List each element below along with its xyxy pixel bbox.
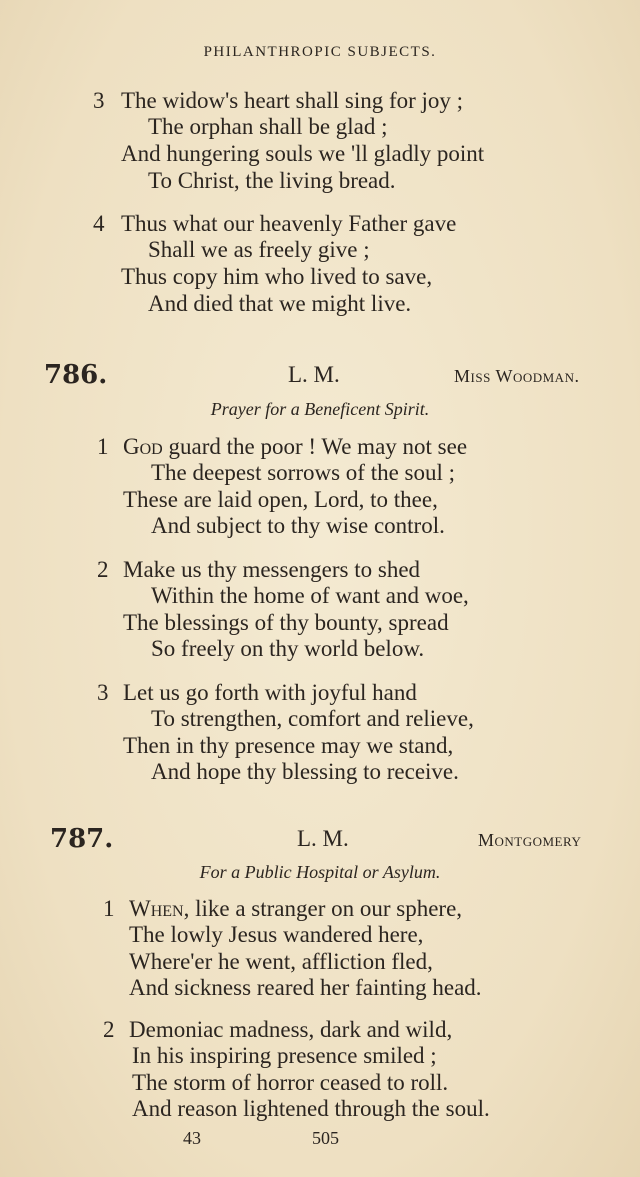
stanza-number: 2 [97, 557, 109, 582]
verse-line: To strengthen, comfort and relieve, [151, 706, 474, 731]
verse-line: So freely on thy world below. [151, 636, 425, 661]
stanza-number: 2 [103, 1017, 115, 1042]
verse-line: Let us go forth with joyful hand [123, 680, 417, 705]
verse-line: Within the home of want and woe, [151, 583, 469, 608]
verse-line [123, 434, 467, 460]
verse-line: Thus copy him who lived to save, [121, 264, 433, 289]
hymn-title: Prayer for a Beneficent Spirit. [210, 399, 430, 419]
hymn-author: Montgomery [478, 830, 582, 850]
verse-line: Thus what our heavenly Father gave [121, 211, 457, 236]
running-head: PHILANTHROPIC SUBJECTS. [203, 44, 437, 60]
verse-line: Make us thy messengers to shed [123, 557, 421, 582]
verse-line: The widow's heart shall sing for joy ; [121, 88, 464, 113]
verse-line: And reason lightened through the soul. [132, 1096, 490, 1121]
verse-line: And hungering souls we 'll gladly point [121, 141, 485, 166]
stanza-number: 3 [93, 88, 105, 113]
verse-line: The lowly Jesus wandered here, [129, 922, 424, 947]
stanza-number: 4 [93, 211, 105, 236]
verse-line: The orphan shall be glad ; [148, 114, 388, 139]
hymn-meter: L. M. [297, 826, 349, 851]
hymn-number: 787. [50, 824, 114, 854]
verse-line: And subject to thy wise control. [151, 513, 445, 538]
stanza-number: 3 [97, 680, 109, 705]
verse-line: To Christ, the living bread. [148, 168, 396, 193]
hymn-number: 786. [44, 360, 108, 390]
first-line-rest: , like a stranger on our sphere, [183, 896, 463, 921]
stanza-number: 1 [97, 434, 109, 459]
verse-line: Shall we as freely give ; [148, 237, 370, 262]
verse-line: The blessings of thy bounty, spread [123, 610, 449, 635]
stanza-number: 1 [103, 896, 115, 921]
verse-line: The deepest sorrows of the soul ; [151, 460, 456, 485]
verse-line [129, 896, 462, 922]
hymn-author: Miss Woodman. [454, 366, 580, 386]
verse-line: And sickness reared her fainting head. [129, 975, 482, 1000]
first-word: When [129, 896, 184, 921]
first-word: God [123, 434, 163, 459]
verse-line: The storm of horror ceased to roll. [132, 1070, 449, 1095]
signature-mark: 43 [183, 1128, 201, 1148]
hymn-title: For a Public Hospital or Asylum. [199, 862, 441, 882]
page-number: 505 [312, 1128, 339, 1148]
first-line-rest: guard the poor ! We may not see [162, 434, 468, 459]
verse-line: And hope thy blessing to receive. [151, 759, 459, 784]
verse-line: And died that we might live. [148, 291, 412, 316]
verse-line: Where'er he went, affliction fled, [129, 949, 433, 974]
verse-line: These are laid open, Lord, to thee, [123, 487, 438, 512]
verse-line: Then in thy presence may we stand, [123, 733, 454, 758]
hymn-meter: L. M. [288, 362, 340, 387]
verse-line: In his inspiring presence smiled ; [132, 1043, 437, 1068]
verse-line: Demoniac madness, dark and wild, [129, 1017, 453, 1042]
